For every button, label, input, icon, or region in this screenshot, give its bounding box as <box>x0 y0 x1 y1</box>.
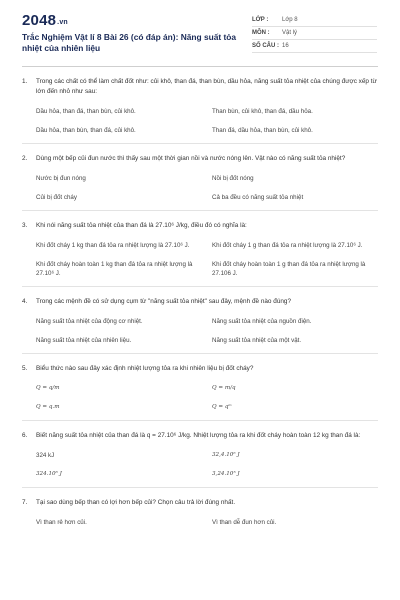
question-text: Tại sao dùng bếp than có lợi hơn bếp củi? Chọn câu trả lời đúng nhất. <box>36 499 236 506</box>
answer-option[interactable]: Q = q.m <box>36 404 60 410</box>
answer-option[interactable]: Năng suất tỏa nhiệt của động cơ nhiệt. <box>36 318 143 325</box>
site-logo[interactable]: 2048.vn <box>22 12 68 29</box>
question-text: Biết năng suất tỏa nhiệt của than đá là q = 27.10⁶ J/kg. Nhiệt lượng tỏa ra khi đốt cháy hoàn toàn 12 kg than đá là: <box>36 432 361 439</box>
answer-option[interactable]: Khi đốt cháy 1 kg than đá tỏa ra nhiệt lượng là 27.10⁶ J. <box>36 242 190 249</box>
answer-option[interactable]: Dầu hỏa, than đá, than bùn, củi khô. <box>36 108 136 115</box>
page-title: Trắc Nghiệm Vật lí 8 Bài 26 (có đáp án): Năng suất tỏa nhiệt của nhiên liệu <box>22 32 237 53</box>
answer-option[interactable]: Khi đốt cháy hoàn toàn 1 g than đá tỏa ra nhiệt lượng là 27.106 J. <box>212 261 366 277</box>
question-text: Trong các chất có thể làm chất đốt như: củi khô, than đá, than bùn, dầu hỏa, năng suất tỏa nhiệt của chúng được xếp từ lớn đến nhỏ như sau: <box>36 78 377 95</box>
answer-options <box>22 518 378 527</box>
answer-option[interactable]: Vì than dễ đun hơn củi. <box>212 519 277 526</box>
answer-option[interactable]: 324.10⁶ J <box>36 471 62 477</box>
question-7: 7. Tại sao dùng bếp than có lợi hơn bếp củi? Chọn câu trả lời đúng nhất. Vì than rẻ hơn củi. Vì than dễ đun hơn củi. <box>22 488 378 535</box>
question-5: 5. Biểu thức nào sau đây xác định nhiệt lượng tỏa ra khi nhiên liệu bị đốt cháy? Q = q/m Q = m/q Q = q.m Q = qᵐ <box>22 354 378 421</box>
answer-option[interactable]: 324 kJ <box>36 452 55 459</box>
meta-count-row: SỐ CÂU : 16 <box>252 40 377 53</box>
answer-option[interactable]: Khi đốt cháy hoàn toàn 1 kg than đá tỏa ra nhiệt lượng là 27.10⁶ J. <box>36 261 193 277</box>
question-4: 4. Trong các mệnh đề có sử dụng cụm từ "năng suất tỏa nhiệt" sau đây, mệnh đề nào đúng? Năng suất tỏa nhiệt của động cơ nhiệt. Năng suất tỏa nhiệt của nguồn điện. Năng suất tỏa nhiệt của nhiên liệu. Năng suất tỏa nhiệt của một vật. <box>22 287 378 354</box>
answer-option[interactable]: Nước bị đun nóng <box>36 175 86 182</box>
answer-option[interactable]: Dầu hỏa, than bùn, than đá, củi khô. <box>36 127 136 134</box>
answer-options <box>22 317 378 345</box>
answer-option[interactable]: Vì than rẻ hơn củi. <box>36 519 87 526</box>
answer-option[interactable]: 32,4.10⁶ J <box>212 452 240 458</box>
answer-options <box>22 384 378 412</box>
answer-option[interactable]: Q = m/q <box>212 385 236 391</box>
answer-option[interactable]: Than bùn, củi khô, than đá, dầu hỏa. <box>212 108 313 115</box>
answer-option[interactable]: Năng suất tỏa nhiệt của một vật. <box>212 337 302 344</box>
answer-option[interactable]: Cả ba đều có năng suất tỏa nhiệt <box>212 194 304 201</box>
answer-options <box>22 241 378 278</box>
meta-grade-row: LỚP : Lớp 8 <box>252 14 377 27</box>
answer-option[interactable]: Năng suất tỏa nhiệt của nguồn điện. <box>212 318 312 325</box>
question-1: 1. Trong các chất có thể làm chất đốt như: củi khô, than đá, than bùn, dầu hỏa, năng suất tỏa nhiệt của chúng được xếp từ lớn đến nhỏ như sau: Dầu hỏa, than đá, than bùn, củi khô. Than bùn, củi khô, than đá, dầu hỏa. Dầu hỏa, than bùn, than đá, củi khô. Than đá, dầu hỏa, than bùn, củi khô. <box>22 67 378 144</box>
answer-options <box>22 451 378 479</box>
answer-option[interactable]: 3,24.10⁵ J <box>212 471 240 477</box>
question-text: Biểu thức nào sau đây xác định nhiệt lượng tỏa ra khi nhiên liệu bị đốt cháy? <box>36 365 254 372</box>
answer-option[interactable]: Khi đốt cháy 1 g than đá tỏa ra nhiệt lượng là 27.10⁶ J. <box>212 242 363 249</box>
question-3: 3. Khi nói năng suất tỏa nhiệt của than đá là 27.10⁶ J/kg, điều đó có nghĩa là: Khi đốt cháy 1 kg than đá tỏa ra nhiệt lượng là 27.10⁶ J. Khi đốt cháy 1 g than đá tỏa ra nhiệt lượng là 27.10⁶ J. Khi đốt cháy hoàn toàn 1 kg than đá tỏa ra nhiệt lượng là 27.10⁶ J. Khi đốt cháy hoàn toàn 1 g than đá tỏa ra nhiệt lượng là 27.106 J. <box>22 211 378 287</box>
question-6: 6. Biết năng suất tỏa nhiệt của than đá là q = 27.10⁶ J/kg. Nhiệt lượng tỏa ra khi đốt cháy hoàn toàn 12 kg than đá là: 324 kJ 32,4.10⁶ J 324.10⁶ J 3,24.10⁵ J <box>22 421 378 488</box>
answer-option[interactable]: Củi bị đốt cháy <box>36 194 77 201</box>
question-text: Khi nói năng suất tỏa nhiệt của than đá là 27.10⁶ J/kg, điều đó có nghĩa là: <box>36 222 247 229</box>
answer-options <box>22 107 378 135</box>
answer-option[interactable]: Q = qᵐ <box>212 404 232 410</box>
question-text: Trong các mệnh đề có sử dụng cụm từ "năng suất tỏa nhiệt" sau đây, mệnh đề nào đúng? <box>36 298 292 305</box>
quiz-meta <box>252 14 377 53</box>
answer-option[interactable]: Nồi bị đốt nóng <box>212 175 254 182</box>
answer-options <box>22 174 378 202</box>
answer-option[interactable]: Năng suất tỏa nhiệt của nhiên liệu. <box>36 337 132 344</box>
answer-option[interactable]: Than đá, dầu hỏa, than bùn, củi khô. <box>212 127 313 134</box>
page-header <box>0 0 400 58</box>
question-text: Dùng một bếp củi đun nước thì thấy sau một thời gian nồi và nước nóng lên. Vật nào có năng suất tỏa nhiệt? <box>36 155 346 162</box>
meta-subject-row: MÔN : Vật lý <box>252 27 377 40</box>
question-2: 2. Dùng một bếp củi đun nước thì thấy sau một thời gian nồi và nước nóng lên. Vật nào có năng suất tỏa nhiệt? Nước bị đun nóng Nồi bị đốt nóng Củi bị đốt cháy Cả ba đều có năng suất tỏa nhiệt <box>22 144 378 211</box>
answer-option[interactable]: Q = q/m <box>36 385 60 391</box>
